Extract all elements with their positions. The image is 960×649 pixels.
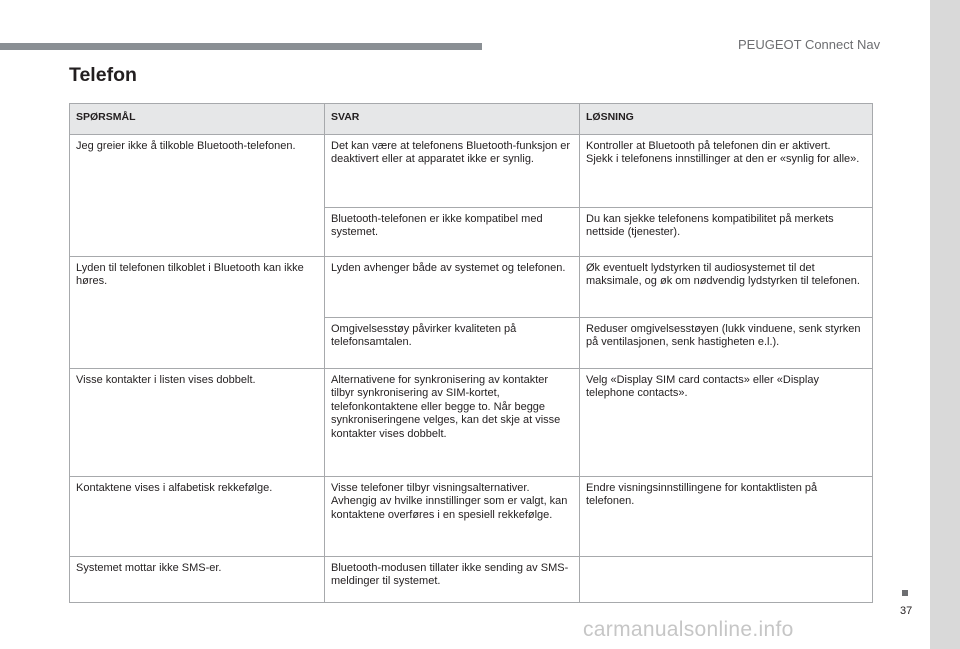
- table-row: [70, 476, 873, 556]
- solution-cell: [580, 368, 873, 476]
- question-cell: Kontaktene vises i alfabetisk rekkefølge.: [70, 476, 325, 556]
- answer-cell: Det kan være at telefonens Bluetooth-funksjon er deaktivert eller at apparatet ikke er synlig.: [325, 134, 580, 207]
- side-strip: [930, 0, 960, 649]
- page-marker-icon: [902, 590, 908, 596]
- page-number: 37: [900, 605, 913, 617]
- table-row: [70, 134, 873, 207]
- solution-line: Reduser omgivelsesstøyen (lukk vinduene, senk styrken på ventilasjonen, senk hastigheten e.l.).: [586, 322, 861, 348]
- solution-cell: [580, 476, 873, 556]
- page-title: Telefon: [69, 64, 137, 86]
- question-cell: Jeg greier ikke å tilkoble Bluetooth-telefonen.: [70, 134, 325, 256]
- question-cell: Visse kontakter i listen vises dobbelt.: [70, 368, 325, 476]
- watermark: carmanualsonline.info: [583, 618, 794, 641]
- answer-cell: Alternativene for synkronisering av kontakter tilbyr synkronisering av SIM-kortet, telefonkontaktene eller begge to. Når begge synkroniseringene velges, kan det skje at visse kontakter vises dobbelt.: [325, 368, 580, 476]
- solution-cell: [580, 317, 873, 368]
- solution-line: Endre visningsinnstillingene for kontaktlisten på telefonen.: [586, 481, 818, 507]
- solution-cell: [580, 207, 873, 256]
- solution-line: Sjekk i telefonens innstillinger at den er «synlig for alle».: [586, 153, 860, 165]
- table-row: [70, 256, 873, 317]
- table-header-row: [70, 104, 873, 135]
- solution-line: Øk eventuelt lydstyrken til audiosystemet til det maksimale, og øk om nødvendig lydstyrken til telefonen.: [586, 261, 860, 287]
- question-cell: Systemet mottar ikke SMS-er.: [70, 556, 325, 602]
- answer-cell: Bluetooth-modusen tillater ikke sending av SMS-meldinger til systemet.: [325, 556, 580, 602]
- table-row: [70, 368, 873, 476]
- table-row: [70, 556, 873, 602]
- solution-cell: [580, 556, 873, 602]
- solution-cell: [580, 134, 873, 207]
- header-solution: LØSNING: [580, 104, 873, 135]
- solution-line: Du kan sjekke telefonens kompatibilitet på merkets nettside (tjenester).: [586, 212, 834, 238]
- answer-cell: Omgivelsesstøy påvirker kvaliteten på telefonsamtalen.: [325, 317, 580, 368]
- answer-cell: Lyden avhenger både av systemet og telefonen.: [325, 256, 580, 317]
- question-cell: Lyden til telefonen tilkoblet i Bluetooth kan ikke høres.: [70, 256, 325, 368]
- faq-table: [69, 103, 873, 603]
- solution-line: Kontroller at Bluetooth på telefonen din er aktivert.: [586, 139, 831, 152]
- brand-label: PEUGEOT Connect Nav: [738, 37, 881, 52]
- solution-cell: [580, 256, 873, 317]
- header-question: SPØRSMÅL: [70, 104, 325, 135]
- solution-line: Velg «Display SIM card contacts» eller «Display telephone contacts».: [586, 373, 819, 399]
- answer-cell: Visse telefoner tilbyr visningsalternativer. Avhengig av hvilke innstillinger som er valgt, kan kontaktene overføres i en spesiell rekkefølge.: [325, 476, 580, 556]
- header-answer: SVAR: [325, 104, 580, 135]
- header-bar: [0, 43, 482, 50]
- answer-cell: Bluetooth-telefonen er ikke kompatibel med systemet.: [325, 207, 580, 256]
